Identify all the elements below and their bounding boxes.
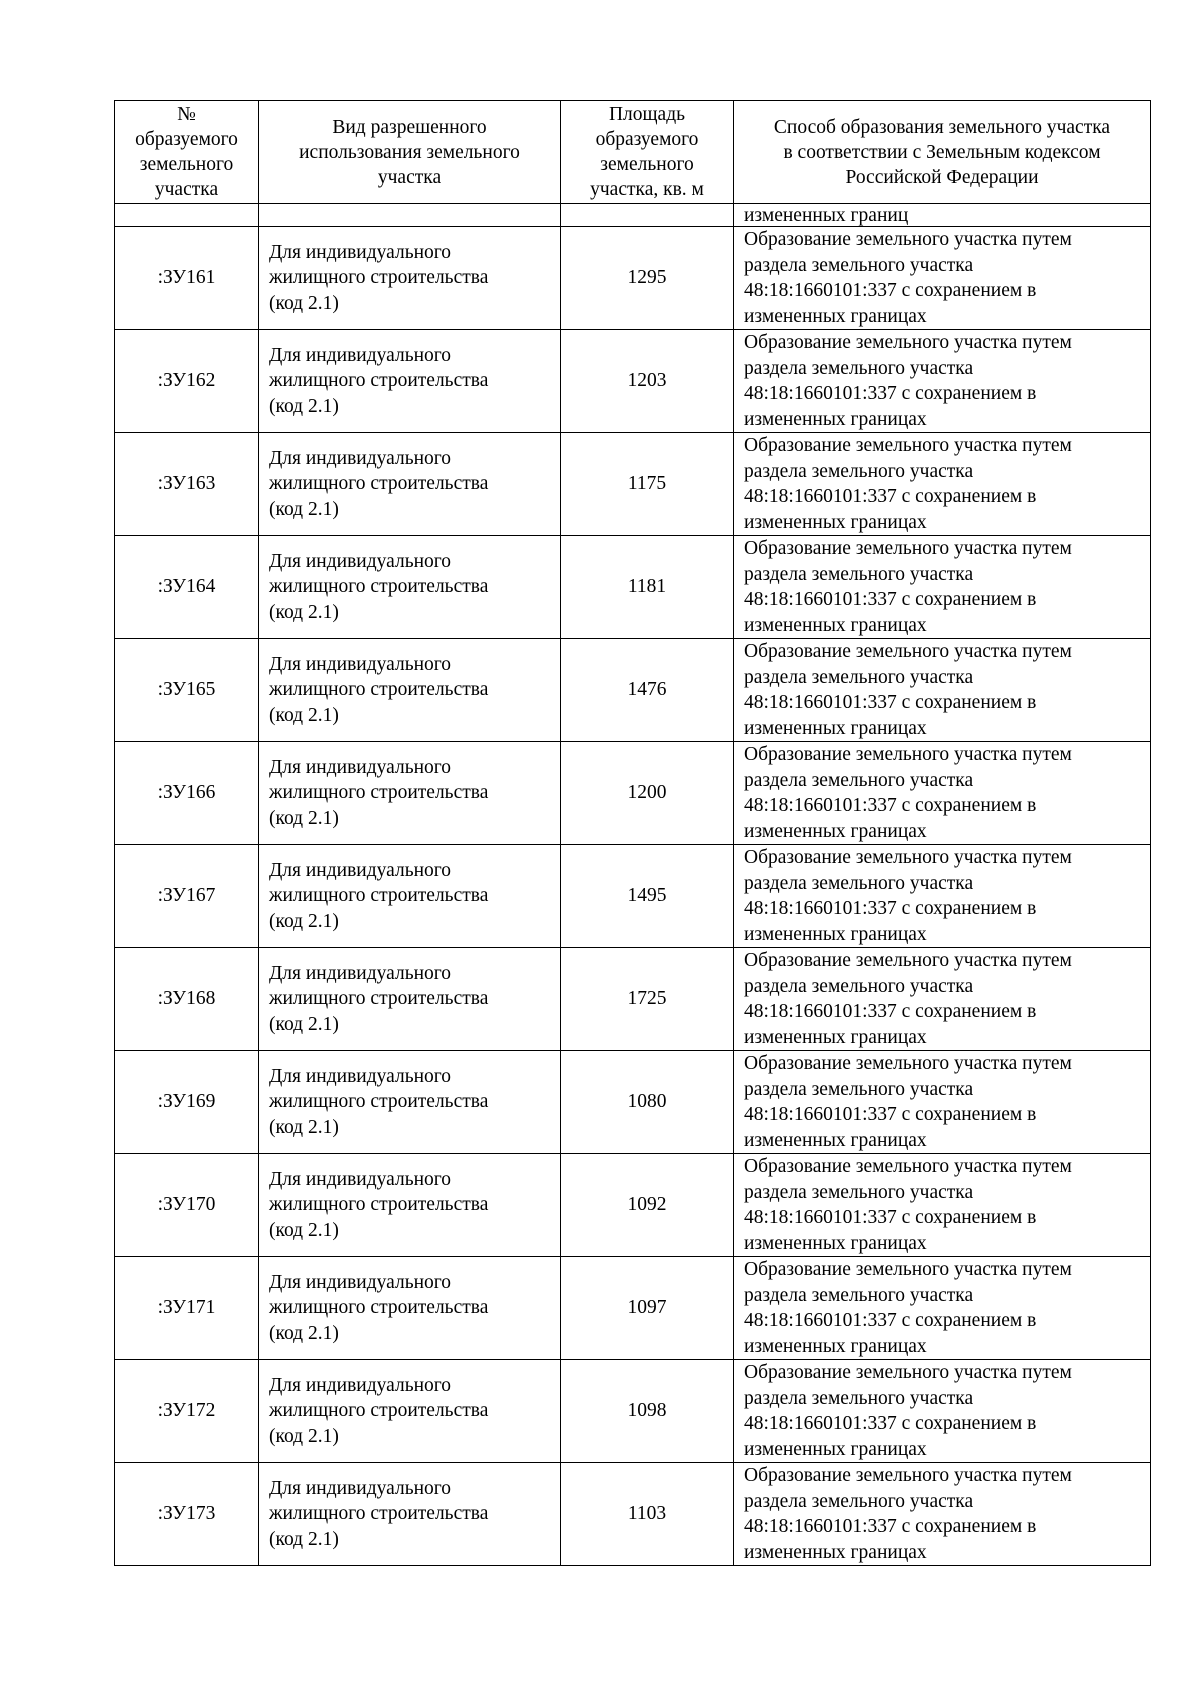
header-plot-number: [115, 101, 259, 204]
plot-number-cell: :ЗУ162: [115, 330, 259, 433]
area-cell: 1476: [561, 639, 734, 742]
area-cell: 1295: [561, 227, 734, 330]
formation-method-line: раздела земельного участка: [744, 1387, 974, 1409]
permitted-use-line: (код 2.1): [269, 601, 339, 623]
formation-method-line: 48:18:1660101:337 с сохранением в: [744, 383, 1037, 404]
permitted-use-line: Для индивидуального: [269, 962, 452, 984]
plot-number-cell: :ЗУ172: [115, 1360, 259, 1463]
formation-method-line: измененных границах: [744, 923, 927, 945]
header-line: Вид разрешенного: [332, 116, 487, 138]
formation-method-line: 48:18:1660101:337 с сохранением в: [744, 1413, 1037, 1434]
table-row: [115, 536, 1151, 639]
permitted-use-line: Для индивидуального: [269, 1477, 452, 1499]
plot-number-cell: :ЗУ161: [115, 227, 259, 330]
area-cell: 1200: [561, 742, 734, 845]
header-line: использования земельного: [299, 141, 520, 163]
formation-method-cell: [734, 1360, 1151, 1463]
permitted-use-cell: [259, 1257, 561, 1360]
formation-method-line: раздела земельного участка: [744, 1181, 974, 1203]
header-line: образуемого: [135, 129, 238, 150]
area-cell: 1181: [561, 536, 734, 639]
formation-method-line: измененных границах: [744, 1129, 927, 1151]
area-cell: 1203: [561, 330, 734, 433]
formation-method-line: раздела земельного участка: [744, 1284, 974, 1306]
header-line: Площадь: [608, 104, 686, 125]
formation-method-cell: [734, 1051, 1151, 1154]
formation-method-line: 48:18:1660101:337 с сохранением в: [744, 1310, 1037, 1331]
land-plots-table: [114, 100, 1151, 1566]
permitted-use-cell: [259, 1051, 561, 1154]
permitted-use-cell: [259, 1463, 561, 1566]
formation-method-line: 48:18:1660101:337 с сохранением в: [744, 692, 1037, 713]
permitted-use-line: (код 2.1): [269, 1013, 339, 1035]
formation-method-cell: [734, 227, 1151, 330]
formation-method-line: раздела земельного участка: [744, 872, 974, 894]
table-row: [115, 330, 1151, 433]
formation-method-line: раздела земельного участка: [744, 460, 974, 482]
permitted-use-cell: [259, 639, 561, 742]
continuation-row: [115, 204, 1151, 227]
formation-method-line: Образование земельного участка путем: [744, 950, 1072, 971]
table-row: [115, 227, 1151, 330]
permitted-use-line: жилищного строительства: [269, 267, 489, 289]
formation-method-line: измененных границах: [744, 717, 927, 739]
table-row: [115, 433, 1151, 536]
table-row: [115, 1051, 1151, 1154]
permitted-use-line: Для индивидуального: [269, 1065, 452, 1087]
formation-method-line: Образование земельного участка путем: [744, 1259, 1072, 1280]
formation-method-line: измененных границах: [744, 511, 927, 533]
formation-method-line: 48:18:1660101:337 с сохранением в: [744, 280, 1037, 301]
formation-method-line: 48:18:1660101:337 с сохранением в: [744, 795, 1037, 816]
permitted-use-line: Для индивидуального: [269, 550, 452, 572]
permitted-use-line: жилищного строительства: [269, 782, 489, 804]
header-line: участка: [377, 166, 442, 188]
continuation-use-cell: [259, 204, 561, 227]
area-cell: 1103: [561, 1463, 734, 1566]
permitted-use-cell: [259, 948, 561, 1051]
permitted-use-cell: [259, 433, 561, 536]
permitted-use-line: (код 2.1): [269, 704, 339, 726]
formation-method-line: измененных границах: [744, 408, 927, 430]
header-permitted-use: [259, 101, 561, 204]
formation-method-line: Образование земельного участка путем: [744, 1465, 1072, 1486]
permitted-use-line: (код 2.1): [269, 910, 339, 932]
header-line: участка: [154, 179, 219, 200]
formation-method-cell: [734, 1257, 1151, 1360]
formation-method-line: раздела земельного участка: [744, 666, 974, 688]
area-cell: 1097: [561, 1257, 734, 1360]
formation-method-line: раздела земельного участка: [744, 975, 974, 997]
continuation-area-cell: [561, 204, 734, 227]
table-row: [115, 1257, 1151, 1360]
header-line: участка, кв. м: [590, 179, 704, 200]
area-cell: 1092: [561, 1154, 734, 1257]
header-line: Способ образования земельного участка: [773, 116, 1111, 138]
formation-method-line: 48:18:1660101:337 с сохранением в: [744, 1207, 1037, 1228]
formation-method-cell: [734, 536, 1151, 639]
permitted-use-cell: [259, 330, 561, 433]
header-area: [561, 101, 734, 204]
permitted-use-line: (код 2.1): [269, 1322, 339, 1344]
area-cell: 1080: [561, 1051, 734, 1154]
formation-method-cell: [734, 1154, 1151, 1257]
formation-method-cell: [734, 1463, 1151, 1566]
formation-method-cell: [734, 845, 1151, 948]
permitted-use-line: Для индивидуального: [269, 653, 452, 675]
formation-method-line: раздела земельного участка: [744, 357, 974, 379]
permitted-use-cell: [259, 845, 561, 948]
formation-method-line: Образование земельного участка путем: [744, 435, 1072, 456]
formation-method-line: 48:18:1660101:337 с сохранением в: [744, 1001, 1037, 1022]
permitted-use-line: жилищного строительства: [269, 1194, 489, 1216]
plot-number-cell: :ЗУ168: [115, 948, 259, 1051]
formation-method-line: раздела земельного участка: [744, 254, 974, 276]
permitted-use-line: Для индивидуального: [269, 1374, 452, 1396]
formation-method-line: раздела земельного участка: [744, 769, 974, 791]
permitted-use-line: (код 2.1): [269, 1425, 339, 1447]
permitted-use-line: жилищного строительства: [269, 370, 489, 392]
formation-method-line: раздела земельного участка: [744, 1078, 974, 1100]
plot-number-cell: :ЗУ167: [115, 845, 259, 948]
plot-number-cell: :ЗУ170: [115, 1154, 259, 1257]
formation-method-cell: [734, 948, 1151, 1051]
formation-method-line: измененных границах: [744, 820, 927, 842]
permitted-use-cell: [259, 536, 561, 639]
formation-method-cell: [734, 433, 1151, 536]
plot-number-cell: :ЗУ171: [115, 1257, 259, 1360]
permitted-use-line: жилищного строительства: [269, 1297, 489, 1319]
header-line: земельного: [139, 154, 234, 175]
formation-method-line: Образование земельного участка путем: [744, 538, 1072, 559]
permitted-use-line: (код 2.1): [269, 807, 339, 829]
table-row: [115, 639, 1151, 742]
continuation-method-cell: измененных границ: [734, 204, 1151, 227]
formation-method-line: Образование земельного участка путем: [744, 641, 1072, 662]
permitted-use-line: (код 2.1): [269, 395, 339, 417]
formation-method-line: 48:18:1660101:337 с сохранением в: [744, 1104, 1037, 1125]
permitted-use-line: жилищного строительства: [269, 988, 489, 1010]
permitted-use-line: жилищного строительства: [269, 473, 489, 495]
permitted-use-cell: [259, 1154, 561, 1257]
formation-method-line: 48:18:1660101:337 с сохранением в: [744, 589, 1037, 610]
formation-method-line: раздела земельного участка: [744, 1490, 974, 1512]
formation-method-cell: [734, 330, 1151, 433]
table-header-row: [115, 101, 1151, 204]
header-formation-method: [734, 101, 1151, 204]
permitted-use-line: Для индивидуального: [269, 447, 452, 469]
formation-method-line: измененных границах: [744, 614, 927, 636]
formation-method-line: Образование земельного участка путем: [744, 847, 1072, 868]
area-cell: 1725: [561, 948, 734, 1051]
table-row: [115, 1154, 1151, 1257]
formation-method-line: Образование земельного участка путем: [744, 744, 1072, 765]
plot-number-cell: :ЗУ166: [115, 742, 259, 845]
permitted-use-line: жилищного строительства: [269, 576, 489, 598]
permitted-use-line: жилищного строительства: [269, 1091, 489, 1113]
formation-method-line: измененных границах: [744, 305, 927, 327]
permitted-use-cell: [259, 1360, 561, 1463]
permitted-use-cell: [259, 227, 561, 330]
header-line: образуемого: [595, 129, 699, 150]
formation-method-line: измененных границах: [744, 1026, 927, 1048]
permitted-use-line: жилищного строительства: [269, 1503, 489, 1525]
plot-number-cell: :ЗУ163: [115, 433, 259, 536]
permitted-use-line: Для индивидуального: [269, 1168, 452, 1190]
permitted-use-line: Для индивидуального: [269, 756, 452, 778]
formation-method-line: Образование земельного участка путем: [744, 229, 1072, 250]
formation-method-line: Образование земельного участка путем: [744, 1362, 1072, 1383]
permitted-use-line: жилищного строительства: [269, 1400, 489, 1422]
plot-number-cell: :ЗУ169: [115, 1051, 259, 1154]
permitted-use-line: Для индивидуального: [269, 859, 452, 881]
table-row: [115, 1463, 1151, 1566]
permitted-use-line: Для индивидуального: [269, 1271, 452, 1293]
area-cell: 1098: [561, 1360, 734, 1463]
header-line: Российской Федерации: [845, 166, 1039, 188]
plot-number-cell: :ЗУ165: [115, 639, 259, 742]
formation-method-line: измененных границах: [744, 1335, 927, 1357]
formation-method-line: Образование земельного участка путем: [744, 1156, 1072, 1177]
permitted-use-line: (код 2.1): [269, 1116, 339, 1138]
formation-method-line: раздела земельного участка: [744, 563, 974, 585]
plot-number-cell: :ЗУ173: [115, 1463, 259, 1566]
formation-method-cell: [734, 639, 1151, 742]
formation-method-line: измененных границах: [744, 1541, 927, 1563]
table-row: [115, 742, 1151, 845]
table-row: [115, 1360, 1151, 1463]
permitted-use-line: Для индивидуального: [269, 344, 452, 366]
permitted-use-line: (код 2.1): [269, 292, 339, 314]
continuation-num-cell: [115, 204, 259, 227]
area-cell: 1495: [561, 845, 734, 948]
area-cell: 1175: [561, 433, 734, 536]
formation-method-line: Образование земельного участка путем: [744, 332, 1072, 353]
permitted-use-line: жилищного строительства: [269, 885, 489, 907]
formation-method-line: измененных границах: [744, 1232, 927, 1254]
header-line: №: [177, 104, 196, 125]
plot-number-cell: :ЗУ164: [115, 536, 259, 639]
permitted-use-line: Для индивидуального: [269, 241, 452, 263]
formation-method-line: 48:18:1660101:337 с сохранением в: [744, 1516, 1037, 1537]
table-row: [115, 845, 1151, 948]
permitted-use-line: (код 2.1): [269, 1528, 339, 1550]
formation-method-line: Образование земельного участка путем: [744, 1053, 1072, 1074]
permitted-use-line: жилищного строительства: [269, 679, 489, 701]
header-line: в соответствии с Земельным кодексом: [783, 141, 1101, 163]
formation-method-line: 48:18:1660101:337 с сохранением в: [744, 898, 1037, 919]
header-line: земельного: [600, 154, 694, 175]
permitted-use-line: (код 2.1): [269, 1219, 339, 1241]
formation-method-line: измененных границах: [744, 1438, 927, 1460]
permitted-use-line: (код 2.1): [269, 498, 339, 520]
formation-method-cell: [734, 742, 1151, 845]
formation-method-line: 48:18:1660101:337 с сохранением в: [744, 486, 1037, 507]
permitted-use-cell: [259, 742, 561, 845]
table-row: [115, 948, 1151, 1051]
